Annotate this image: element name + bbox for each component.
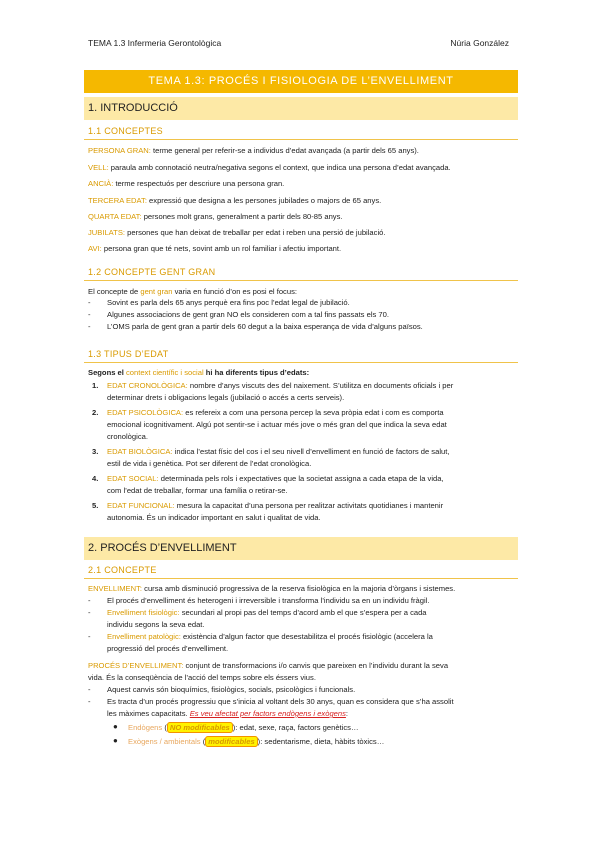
bullet-dash: -: [88, 310, 91, 319]
proces-progressiu: Es tracta d’un procés progressiu que s’inicia al voltant dels 30 anys, quan es considera que s’ha assolit: [107, 697, 454, 706]
edat-funcional-cont: autonomia. És un indicador important en salut i qualitat de vida.: [107, 513, 321, 522]
header-right: Núria González: [450, 38, 509, 48]
gent-gran-bullet: L’OMS parla de gent gran a partir dels 60 degut a la baixa esperança de vida d’alguns països.: [107, 322, 423, 331]
edat-psicologica: EDAT PSICOLÒGICA: es refereix a com una persona percep la seva pròpia edat i com es comporta: [107, 408, 444, 417]
bullet-dash: -: [88, 596, 91, 605]
list-number: 4.: [92, 474, 99, 483]
envelliment-patologic-cont: progressió del procés d’envelliment.: [107, 644, 229, 653]
edat-social-cont: com l’edat de treballar, formar una família o retirar-se.: [107, 486, 288, 495]
concept-vell: VELL: paraula amb connotació neutra/negativa segons el context, que indica una persona d’edat avançada.: [88, 163, 451, 172]
bullet-dash: -: [88, 685, 91, 694]
gent-gran-bullet: Sovint es parla dels 65 anys perquè era fins poc l’edat legal de jubilació.: [107, 298, 350, 307]
subsection-1-1-title: 1.1 CONCEPTES: [88, 126, 163, 136]
gent-gran-intro: El concepte de gent gran varia en funció d’on es posi el focus:: [88, 287, 297, 296]
concept-ancia: ANCIÀ: terme respectuós per descriure una persona gran.: [88, 179, 285, 188]
factors-endogens: Endògens ( NO modificables ): edat, sexe, raça, factors genètics…: [128, 723, 359, 732]
list-number: 2.: [92, 408, 99, 417]
edat-cronologica: EDAT CRONOLÒGICA: nombre d’anys viscuts des del naixement. S’utilitza en documents oficials i per: [107, 381, 454, 390]
concept-persona-gran: PERSONA GRAN: terme general per referir-se a individus d’edat avançada (a partir dels 65 anys).: [88, 146, 419, 155]
edat-cronologica-cont: determinar drets i obligacions legals (jubilació o accés a certs serveis).: [107, 393, 345, 402]
proces-progressiu-cont: les màximes capacitats. Es veu afectat per factors endògens i exògens:: [107, 709, 349, 718]
bullet-dash: -: [88, 298, 91, 307]
edat-biologica: EDAT BIOLÒGICA: indica l’estat físic del cos i el seu nivell d’envelliment en funció de factors de salut,: [107, 447, 450, 456]
concept-tercera-edat: TERCERA EDAT: expressió que designa a les persones jubilades o majors de 65 anys.: [88, 196, 382, 205]
subsection-rule: [84, 139, 518, 140]
proces-envelliment-def: PROCÉS D’ENVELLIMENT: conjunt de transformacions i/o canvis que pareixen en l’individu durant la seva: [88, 661, 449, 670]
list-number: 5.: [92, 501, 99, 510]
proces-envelliment-cont: vida. És la conseqüència de l’acció del temps sobre els éssers vius.: [88, 673, 316, 682]
concept-avi: AVI: persona gran que té nets, sovint amb un rol familiar i afectiu important.: [88, 244, 342, 253]
bullet-dot: ●: [113, 722, 118, 731]
concept-quarta-edat: QUARTA EDAT: persones molt grans, generalment a partir dels 80-85 anys.: [88, 212, 343, 221]
subsection-rule: [84, 362, 518, 363]
edat-social: EDAT SOCIAL: determinada pels rols i expectatives que la societat assigna a cada etapa de la vida,: [107, 474, 444, 483]
subsection-1-2-title: 1.2 CONCEPTE GENT GRAN: [88, 267, 216, 277]
edat-psicologica-cont: emocional icognitivament. Algú pot sentir-se i actuar més jove o més gran del que indica la seva edat: [107, 420, 447, 429]
concept-jubilats: JUBILATS: persones que han deixat de treballar per edat i reben una persió de jubilació.: [88, 228, 386, 237]
factors-exogens: Exògens / ambientals ( modificables ): sedentarisme, dieta, hàbits tòxics…: [128, 737, 385, 746]
section-1-heading: 1. INTRODUCCIÓ: [84, 97, 518, 120]
subsection-rule: [84, 578, 518, 579]
header-left: TEMA 1.3 Infermeria Gerontològica: [88, 38, 222, 48]
bullet-dash: -: [88, 608, 91, 617]
edat-biologica-cont: estil de vida i genètica. Pot ser diferent de l’edat cronològica.: [107, 459, 312, 468]
list-number: 3.: [92, 447, 99, 456]
tipus-edat-intro: Segons el context científic i social hi ha diferents tipus d’edats:: [88, 368, 310, 377]
subsection-1-3-title: 1.3 TIPUS D’EDAT: [88, 349, 169, 359]
envelliment-fisiologic-cont: individu segons la seva edat.: [107, 620, 205, 629]
subsection-rule: [84, 280, 518, 281]
envelliment-def: ENVELLIMENT: cursa amb disminució progressiva de la reserva fisiològica en la majoria d’òrgans i sistemes.: [88, 584, 456, 593]
canvis-bullet: Aquest canvis són bioquímics, fisiològics, socials, psicològics i funcionals.: [107, 685, 356, 694]
bullet-dash: -: [88, 632, 91, 641]
section-2-heading: 2. PROCÉS D’ENVELLIMENT: [84, 537, 518, 560]
subsection-2-1-title: 2.1 CONCEPTE: [88, 565, 157, 575]
edat-funcional: EDAT FUNCIONAL: mesura la capacitat d’una persona per realitzar activitats quotidianes i mantenir: [107, 501, 444, 510]
envelliment-bullet: El procés d’envelliment és heterogeni i irreversible i transforma l’individu sa en un individu fràgil.: [107, 596, 430, 605]
envelliment-fisiologic: Envelliment fisiològic: secundari al propi pas del temps d’acord amb el que s’espera per a cada: [107, 608, 427, 617]
bullet-dot: ●: [113, 736, 118, 745]
bullet-dash: -: [88, 697, 91, 706]
edat-psicologica-cont: cronològica.: [107, 432, 148, 441]
list-number: 1.: [92, 381, 99, 390]
document-title: TEMA 1.3: PROCÉS I FISIOLOGIA DE L’ENVELLIMENT: [84, 70, 518, 93]
gent-gran-bullet: Algunes associacions de gent gran NO els consideren com a tal fins passats els 70.: [107, 310, 389, 319]
envelliment-patologic: Envelliment patològic: existència d’algun factor que desestabilitza el procés fisiològic (accelera la: [107, 632, 433, 641]
bullet-dash: -: [88, 322, 91, 331]
